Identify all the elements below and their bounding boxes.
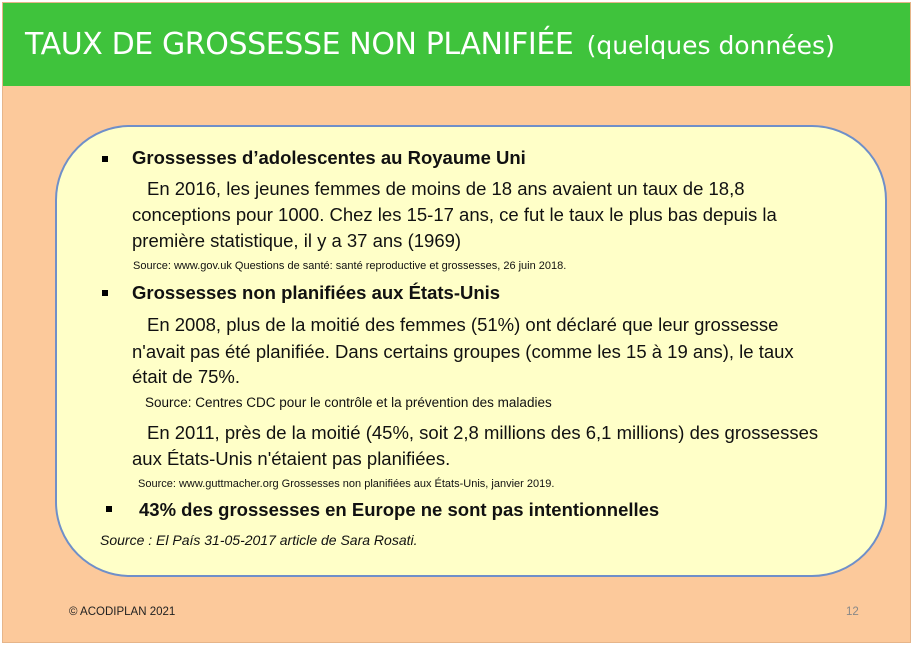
- section2-para2-line-1: En 2011, près de la moitié (45%, soit 2,8 millions des 6,1 millions) des grossesses: [147, 422, 819, 443]
- title-bar: [3, 3, 910, 86]
- section2-heading: Grossesses non planifiées aux États-Unis: [132, 282, 501, 303]
- title-subtitle: (quelques données): [586, 31, 835, 60]
- section2-para1-line-3: était de 75%.: [132, 366, 240, 387]
- section2-para1-line-2: n'avait pas été planifiée. Dans certains groupes (comme les 15 à 19 ans), le taux: [132, 341, 794, 362]
- section3-heading: 43% des grossesses en Europe ne sont pas intentionnelles: [139, 499, 660, 520]
- bullet-icon: [102, 290, 108, 296]
- section3-source: Source : El País 31-05-2017 article de Sara Rosati.: [100, 532, 418, 548]
- section2-source-2: Source: www.guttmacher.org Grossesses non planifiées aux États-Unis, janvier 2019.: [138, 478, 555, 490]
- bullet-icon: [106, 506, 112, 512]
- section2-para2-line-2: aux États-Unis n'étaient pas planifiées.: [132, 448, 451, 469]
- title-main: TAUX DE GROSSESSE NON PLANIFIÉE: [25, 27, 574, 62]
- page-number: 12: [846, 606, 859, 618]
- footer-copyright: © ACODIPLAN 2021: [69, 606, 176, 618]
- section1-heading: Grossesses d’adolescentes au Royaume Uni: [132, 147, 526, 168]
- section1-line-3: première statistique, il y a 37 ans (1969): [132, 230, 462, 251]
- slide: [2, 2, 911, 643]
- section2-para1-line-1: En 2008, plus de la moitié des femmes (51%) ont déclaré que leur grossesse: [147, 314, 779, 335]
- section1-line-1: En 2016, les jeunes femmes de moins de 18 ans avaient un taux de 18,8: [147, 178, 745, 199]
- section1-line-2: conceptions pour 1000. Chez les 15-17 ans, ce fut le taux le plus bas depuis la: [132, 204, 777, 225]
- section2-source-1: Source: Centres CDC pour le contrôle et la prévention des maladies: [145, 395, 552, 410]
- section1-source: Source: www.gov.uk Questions de santé: santé reproductive et grossesses, 26 juin 2018.: [133, 260, 567, 272]
- slide-title: [25, 27, 835, 64]
- bullet-icon: [102, 156, 108, 162]
